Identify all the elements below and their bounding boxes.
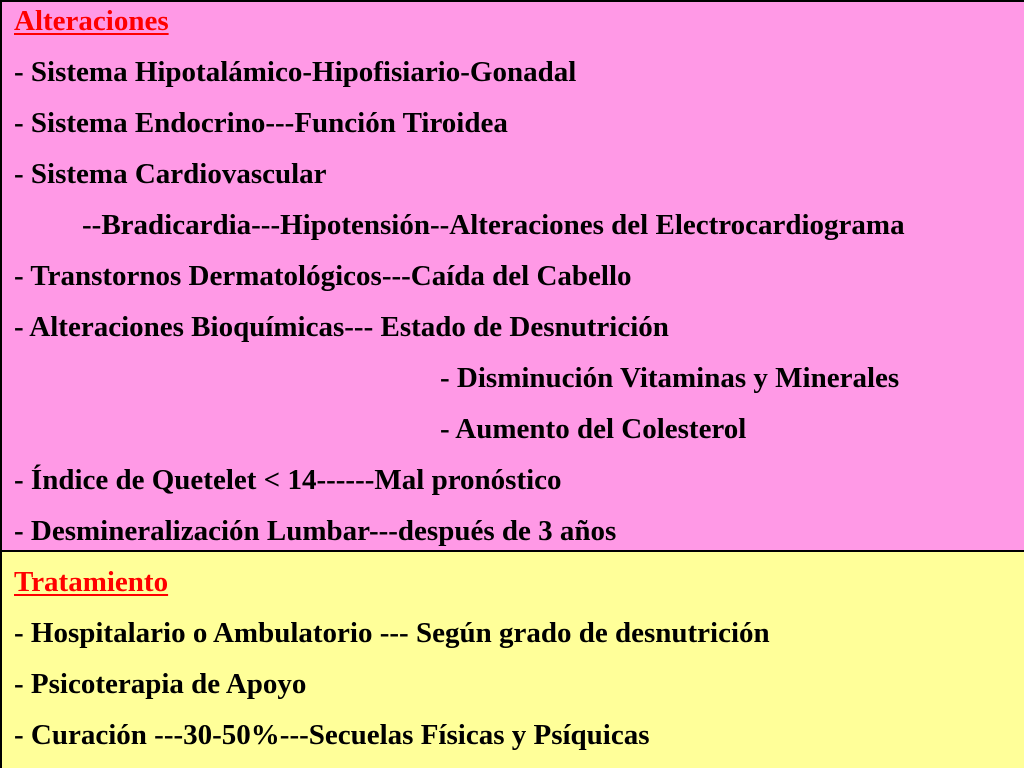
alteraciones-item-bioquimicas: - Alteraciones Bioquímicas--- Estado de Desnutrición <box>14 311 669 343</box>
tratamiento-item-psicoterapia: - Psicoterapia de Apoyo <box>14 668 307 700</box>
alteraciones-item-dermatologicos: - Transtornos Dermatológicos---Caída del Cabello <box>14 260 632 292</box>
tratamiento-item-curacion: - Curación ---30-50%---Secuelas Físicas y Psíquicas <box>14 719 650 751</box>
alteraciones-item-endocrino: - Sistema Endocrino---Función Tiroidea <box>14 107 508 139</box>
tratamiento-panel <box>0 550 1024 768</box>
alteraciones-item-cardiovascular: - Sistema Cardiovascular <box>14 158 327 190</box>
alteraciones-subitem-colesterol: - Aumento del Colesterol <box>440 413 747 445</box>
alteraciones-item-desmineralizacion: - Desmineralización Lumbar---después de 3 años <box>14 515 617 547</box>
alteraciones-subitem-vitaminas: - Disminución Vitaminas y Minerales <box>440 362 900 394</box>
alteraciones-item-hipotalamico: - Sistema Hipotalámico-Hipofisiario-Gonadal <box>14 56 577 88</box>
alteraciones-subitem-bradicardia: --Bradicardia---Hipotensión--Alteraciones del Electrocardiograma <box>82 209 905 241</box>
alteraciones-heading: Alteraciones <box>14 5 169 37</box>
alteraciones-item-quetelet: - Índice de Quetelet < 14------Mal pronóstico <box>14 464 562 496</box>
tratamiento-heading: Tratamiento <box>14 566 169 598</box>
tratamiento-item-hospitalario: - Hospitalario o Ambulatorio --- Según grado de desnutrición <box>14 617 770 649</box>
